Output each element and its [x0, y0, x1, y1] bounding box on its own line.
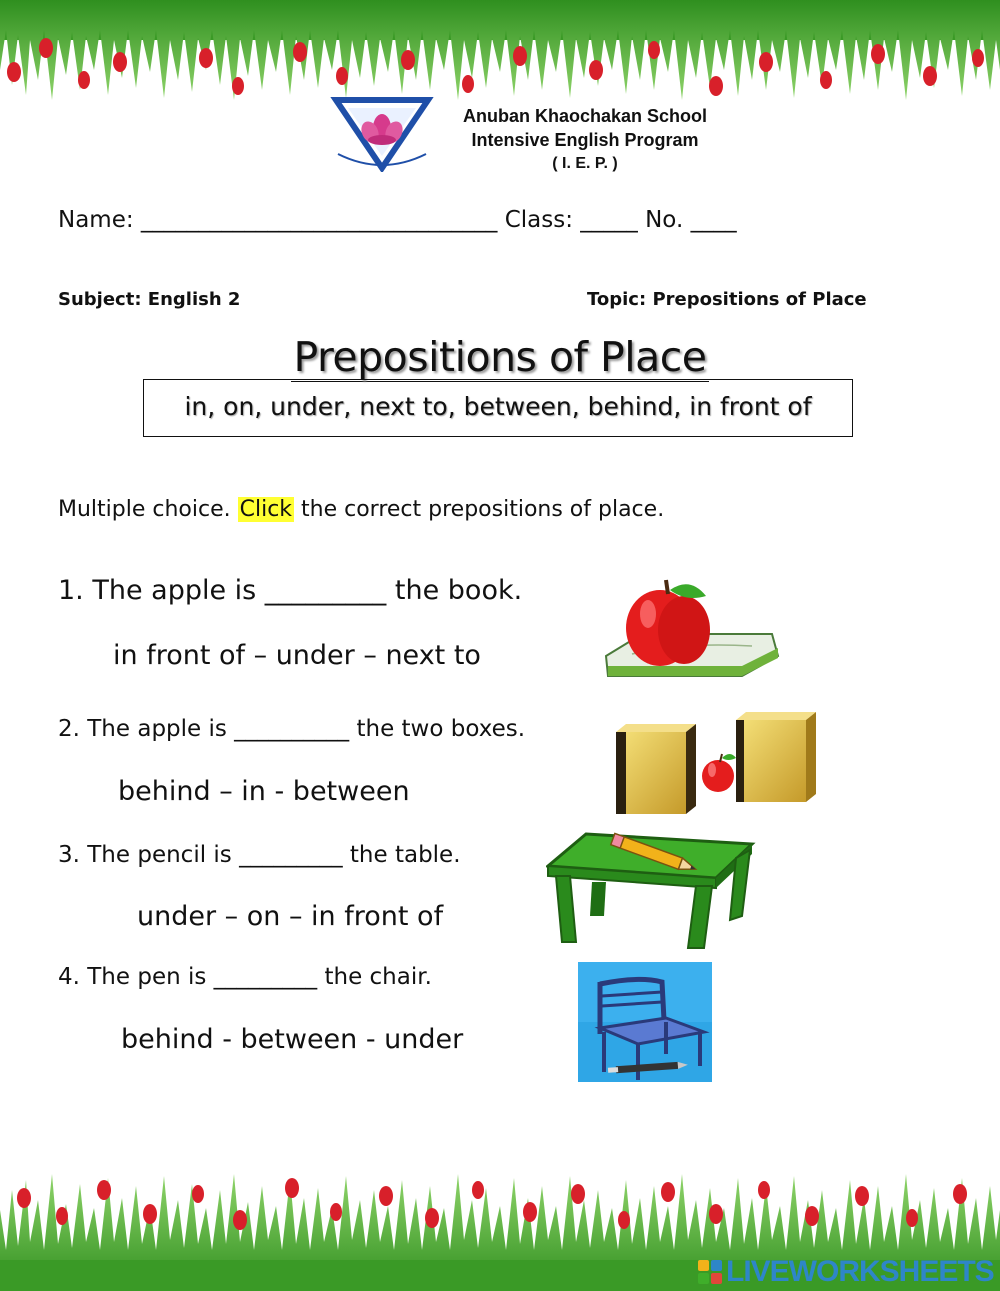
question-4-choices[interactable]: behind - between - under [121, 1024, 464, 1055]
page-title-text: Prepositions of Place [293, 333, 707, 381]
school-text-block [440, 104, 730, 176]
apple-between-boxes-image [612, 710, 818, 816]
instructions-before: Multiple choice. [58, 497, 238, 522]
pencil-on-table-image [546, 830, 756, 950]
page-title [0, 333, 1000, 382]
school-logo-icon [330, 96, 434, 172]
liveworksheets-blocks-icon [698, 1260, 722, 1284]
liveworksheets-logo[interactable] [698, 1256, 994, 1288]
topic-label: Topic: Prepositions of Place [587, 289, 867, 310]
program-name: Intensive English Program [471, 130, 699, 150]
school-header [330, 92, 750, 182]
question-2-text: 2. The apple is __________ the two boxes. [58, 716, 526, 742]
question-3-text: 3. The pencil is _________ the table. [58, 842, 461, 868]
question-3-choices[interactable]: under – on – in front of [137, 901, 444, 932]
question-2-choices[interactable]: behind – in - between [118, 776, 410, 807]
instructions-after: the correct prepositions of place. [294, 497, 665, 522]
apple-and-book-image [602, 576, 782, 680]
question-1-text: 1. The apple is _________ the book. [58, 575, 523, 606]
name-class-number-line[interactable]: Name: _______________________________ Class: _____ No. ____ [58, 207, 737, 233]
question-4-text: 4. The pen is _________ the chair. [58, 964, 432, 990]
pen-under-chair-image [578, 962, 712, 1082]
subject-label: Subject: English 2 [58, 289, 241, 310]
instructions [58, 497, 664, 522]
word-bank-box: in, on, under, next to, between, behind, in front of [143, 379, 853, 437]
program-abbr: ( I. E. P. ) [552, 155, 618, 172]
instructions-highlight: Click [239, 497, 293, 522]
question-1-choices[interactable]: in front of – under – next to [113, 640, 481, 671]
liveworksheets-brand: LIVEWORKSHEETS [726, 1255, 994, 1288]
school-name: Anuban Khaochakan School [462, 106, 708, 126]
